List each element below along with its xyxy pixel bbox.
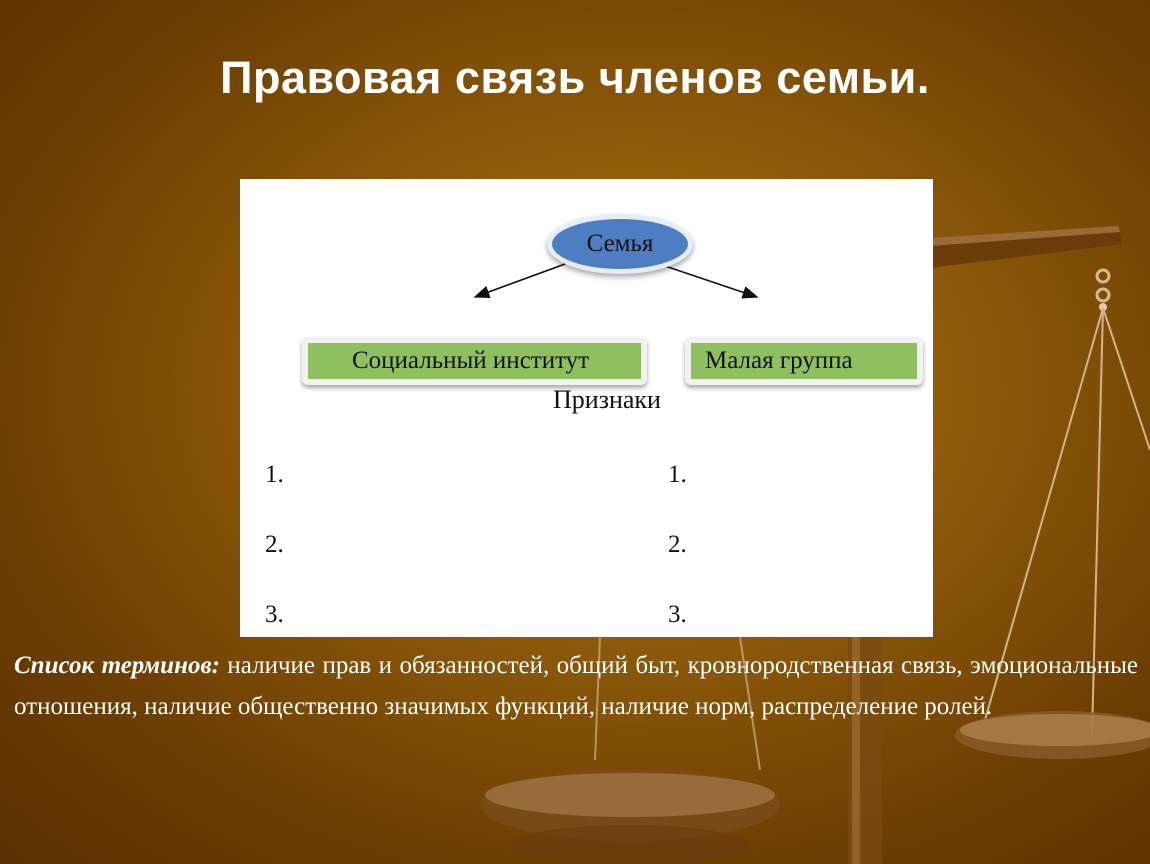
small-group-label: Малая группа [705,347,853,374]
terms-paragraph [14,645,1138,727]
terms-text: наличие прав и обязанностей, общий быт, кровнородственная связь, эмоциональные отношения, наличие общественно значимых функций, наличие норм, распределение ролей. [14,652,1138,720]
right-item-3: 3. [668,601,687,628]
signs-label: Признаки [553,385,661,414]
small-group-node [685,337,923,385]
social-institute-label: Социальный институт [352,347,590,374]
diagram-panel [240,179,933,637]
social-institute-node [302,337,647,385]
arrow-left [475,264,565,297]
page-title: Правовая связь членов семьи. [220,52,930,103]
right-item-2: 2. [668,531,687,558]
left-item-2: 2. [265,531,284,558]
left-item-3: 3. [265,601,284,628]
right-item-1: 1. [668,461,687,488]
terms-label: Список терминов: [14,652,220,679]
family-node: Семья [547,214,693,274]
arrow-right [665,266,757,297]
left-item-1: 1. [265,461,284,488]
